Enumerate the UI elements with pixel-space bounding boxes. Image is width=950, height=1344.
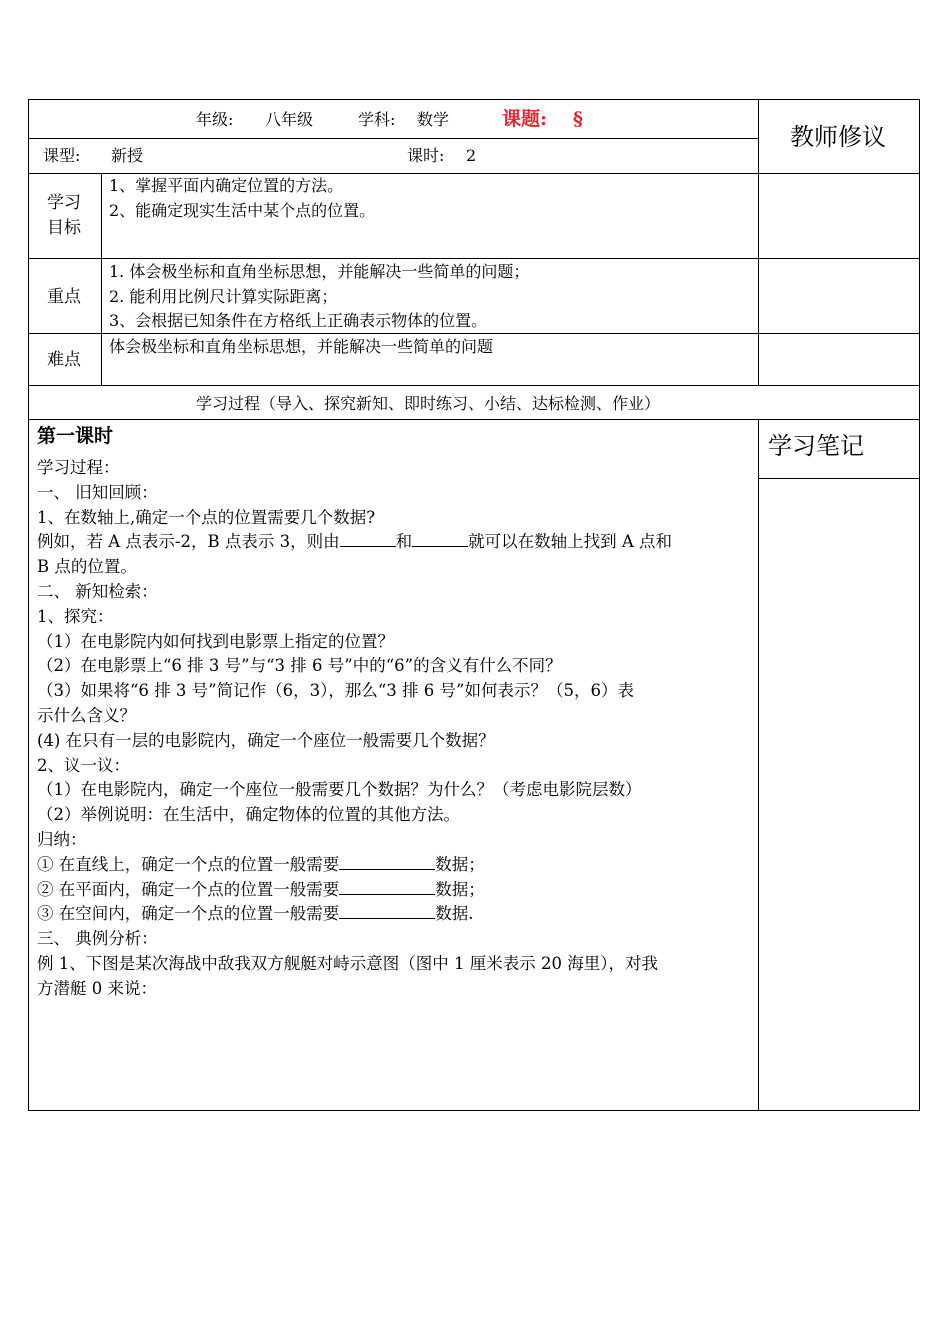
rule-objectives: [28, 258, 920, 259]
rule-notes: [758, 478, 920, 479]
text-line: 1、在数轴上,确定一个点的位置需要几个数据?: [37, 507, 376, 527]
text-segment: ② 在平面内，确定一个点的位置一般需要: [37, 879, 340, 899]
text-segment: 就可以在数轴上找到 A 点和: [468, 532, 672, 552]
objective-item: 1、掌握平面内确定位置的方法。: [109, 176, 344, 195]
grade-value: 八年级: [265, 110, 314, 129]
table-border-bottom: [28, 1110, 920, 1111]
objectives-label-line2: 目标: [47, 218, 81, 238]
key-point-item: 1. 体会极坐标和直角坐标思想，并能解决一些简单的问题；: [109, 262, 530, 281]
column-divider: [758, 99, 759, 385]
subject-label: 学科:: [358, 110, 396, 129]
text-line: （1）在电影院内，确定一个座位一般需要几个数据？为什么？（考虑电影院层数）: [37, 780, 642, 800]
text-segment: 数据；: [435, 879, 485, 899]
key-point-item: 3、会根据已知条件在方格纸上正确表示物体的位置。: [109, 311, 488, 330]
text-segment: ③ 在空间内，确定一个点的位置一般需要: [37, 904, 340, 924]
text-line: （2）在电影票上“6 排 3 号”与“3 排 6 号”中的“6”的含义有什么不同？: [37, 656, 562, 676]
fill-blank[interactable]: [339, 878, 435, 895]
text-line: (4) 在只有一层的电影院内，确定一个座位一般需要几个数据？: [37, 730, 495, 750]
hours-value: 2: [466, 146, 477, 165]
text-line: 二、 新知检索：: [37, 581, 158, 601]
text-line: [37, 530, 757, 555]
rule-difficulty: [28, 385, 920, 386]
table-border-right: [919, 99, 920, 1111]
text-line: [37, 878, 757, 903]
key-point-item: 2. 能利用比例尺计算实际距离；: [109, 287, 338, 306]
study-notes-heading: 学习笔记: [768, 432, 864, 460]
text-line: 归纳：: [37, 829, 87, 849]
table-border-left: [28, 99, 29, 1111]
text-line: 方潜艇 0 来说：: [37, 978, 157, 998]
text-line: [37, 853, 757, 878]
text-segment: 数据；: [435, 854, 485, 874]
process-header: 学习过程（导入、探究新知、即时练习、小结、达标检测、作业）: [196, 394, 661, 413]
objectives-label-line1: 学习: [47, 193, 81, 213]
fill-blank[interactable]: [339, 902, 435, 919]
rule-header: [28, 138, 759, 139]
difficulty-label: 难点: [47, 350, 81, 370]
rule-process: [28, 419, 920, 420]
topic-value: §: [573, 108, 583, 130]
fill-blank[interactable]: [340, 530, 396, 547]
rule-type: [28, 173, 920, 174]
lesson-type-label: 课型:: [43, 146, 81, 165]
lesson-body: [37, 456, 757, 1002]
text-segment: 数据.: [435, 904, 474, 924]
hours-label: 课时:: [407, 146, 445, 165]
text-line: （1）在电影院内如何找到电影票上指定的位置？: [37, 631, 394, 651]
lesson-type-value: 新授: [111, 146, 144, 165]
difficulty-text: 体会极坐标和直角坐标思想，并能解决一些简单的问题: [109, 337, 494, 356]
label-column-divider: [101, 173, 102, 385]
lesson-title: 第一课时: [37, 425, 114, 447]
rule-keypoints: [28, 333, 920, 334]
fill-blank[interactable]: [412, 530, 468, 547]
teacher-note-heading: 教师修议: [790, 123, 886, 151]
text-line: [37, 902, 757, 927]
text-line: 三、 典例分析：: [37, 929, 158, 949]
text-segment: 例如，若 A 点表示-2，B 点表示 3，则由: [37, 532, 340, 552]
text-line: 一、 旧知回顾：: [37, 482, 158, 502]
text-segment: ① 在直线上，确定一个点的位置一般需要: [37, 854, 340, 874]
text-line: B 点的位置。: [37, 557, 137, 577]
text-segment: 和: [395, 532, 413, 552]
text-line: 学习过程：: [37, 458, 120, 477]
grade-label: 年级:: [196, 110, 234, 129]
fill-blank[interactable]: [339, 853, 435, 870]
text-line: （2）举例说明：在生活中，确定物体的位置的其他方法。: [37, 805, 460, 825]
text-line: 例 1、下图是某次海战中敌我双方舰艇对峙示意图（图中 1 厘米表示 20 海里），对我: [37, 953, 658, 973]
text-line: 示什么含义？: [37, 705, 136, 725]
objective-item: 2、能确定现实生活中某个点的位置。: [109, 201, 376, 220]
key-points-label: 重点: [47, 287, 81, 307]
text-line: 2、议一议：: [37, 755, 130, 775]
table-border-top: [28, 99, 920, 100]
topic-label: 课题:: [502, 108, 548, 130]
subject-value: 数学: [417, 110, 450, 129]
text-line: 1、探究：: [37, 606, 114, 626]
text-line: （3）如果将“6 排 3 号”简记作（6，3），那么“3 排 6 号”如何表示？（5，6）表: [37, 681, 634, 701]
column-divider-lower: [758, 419, 759, 1111]
